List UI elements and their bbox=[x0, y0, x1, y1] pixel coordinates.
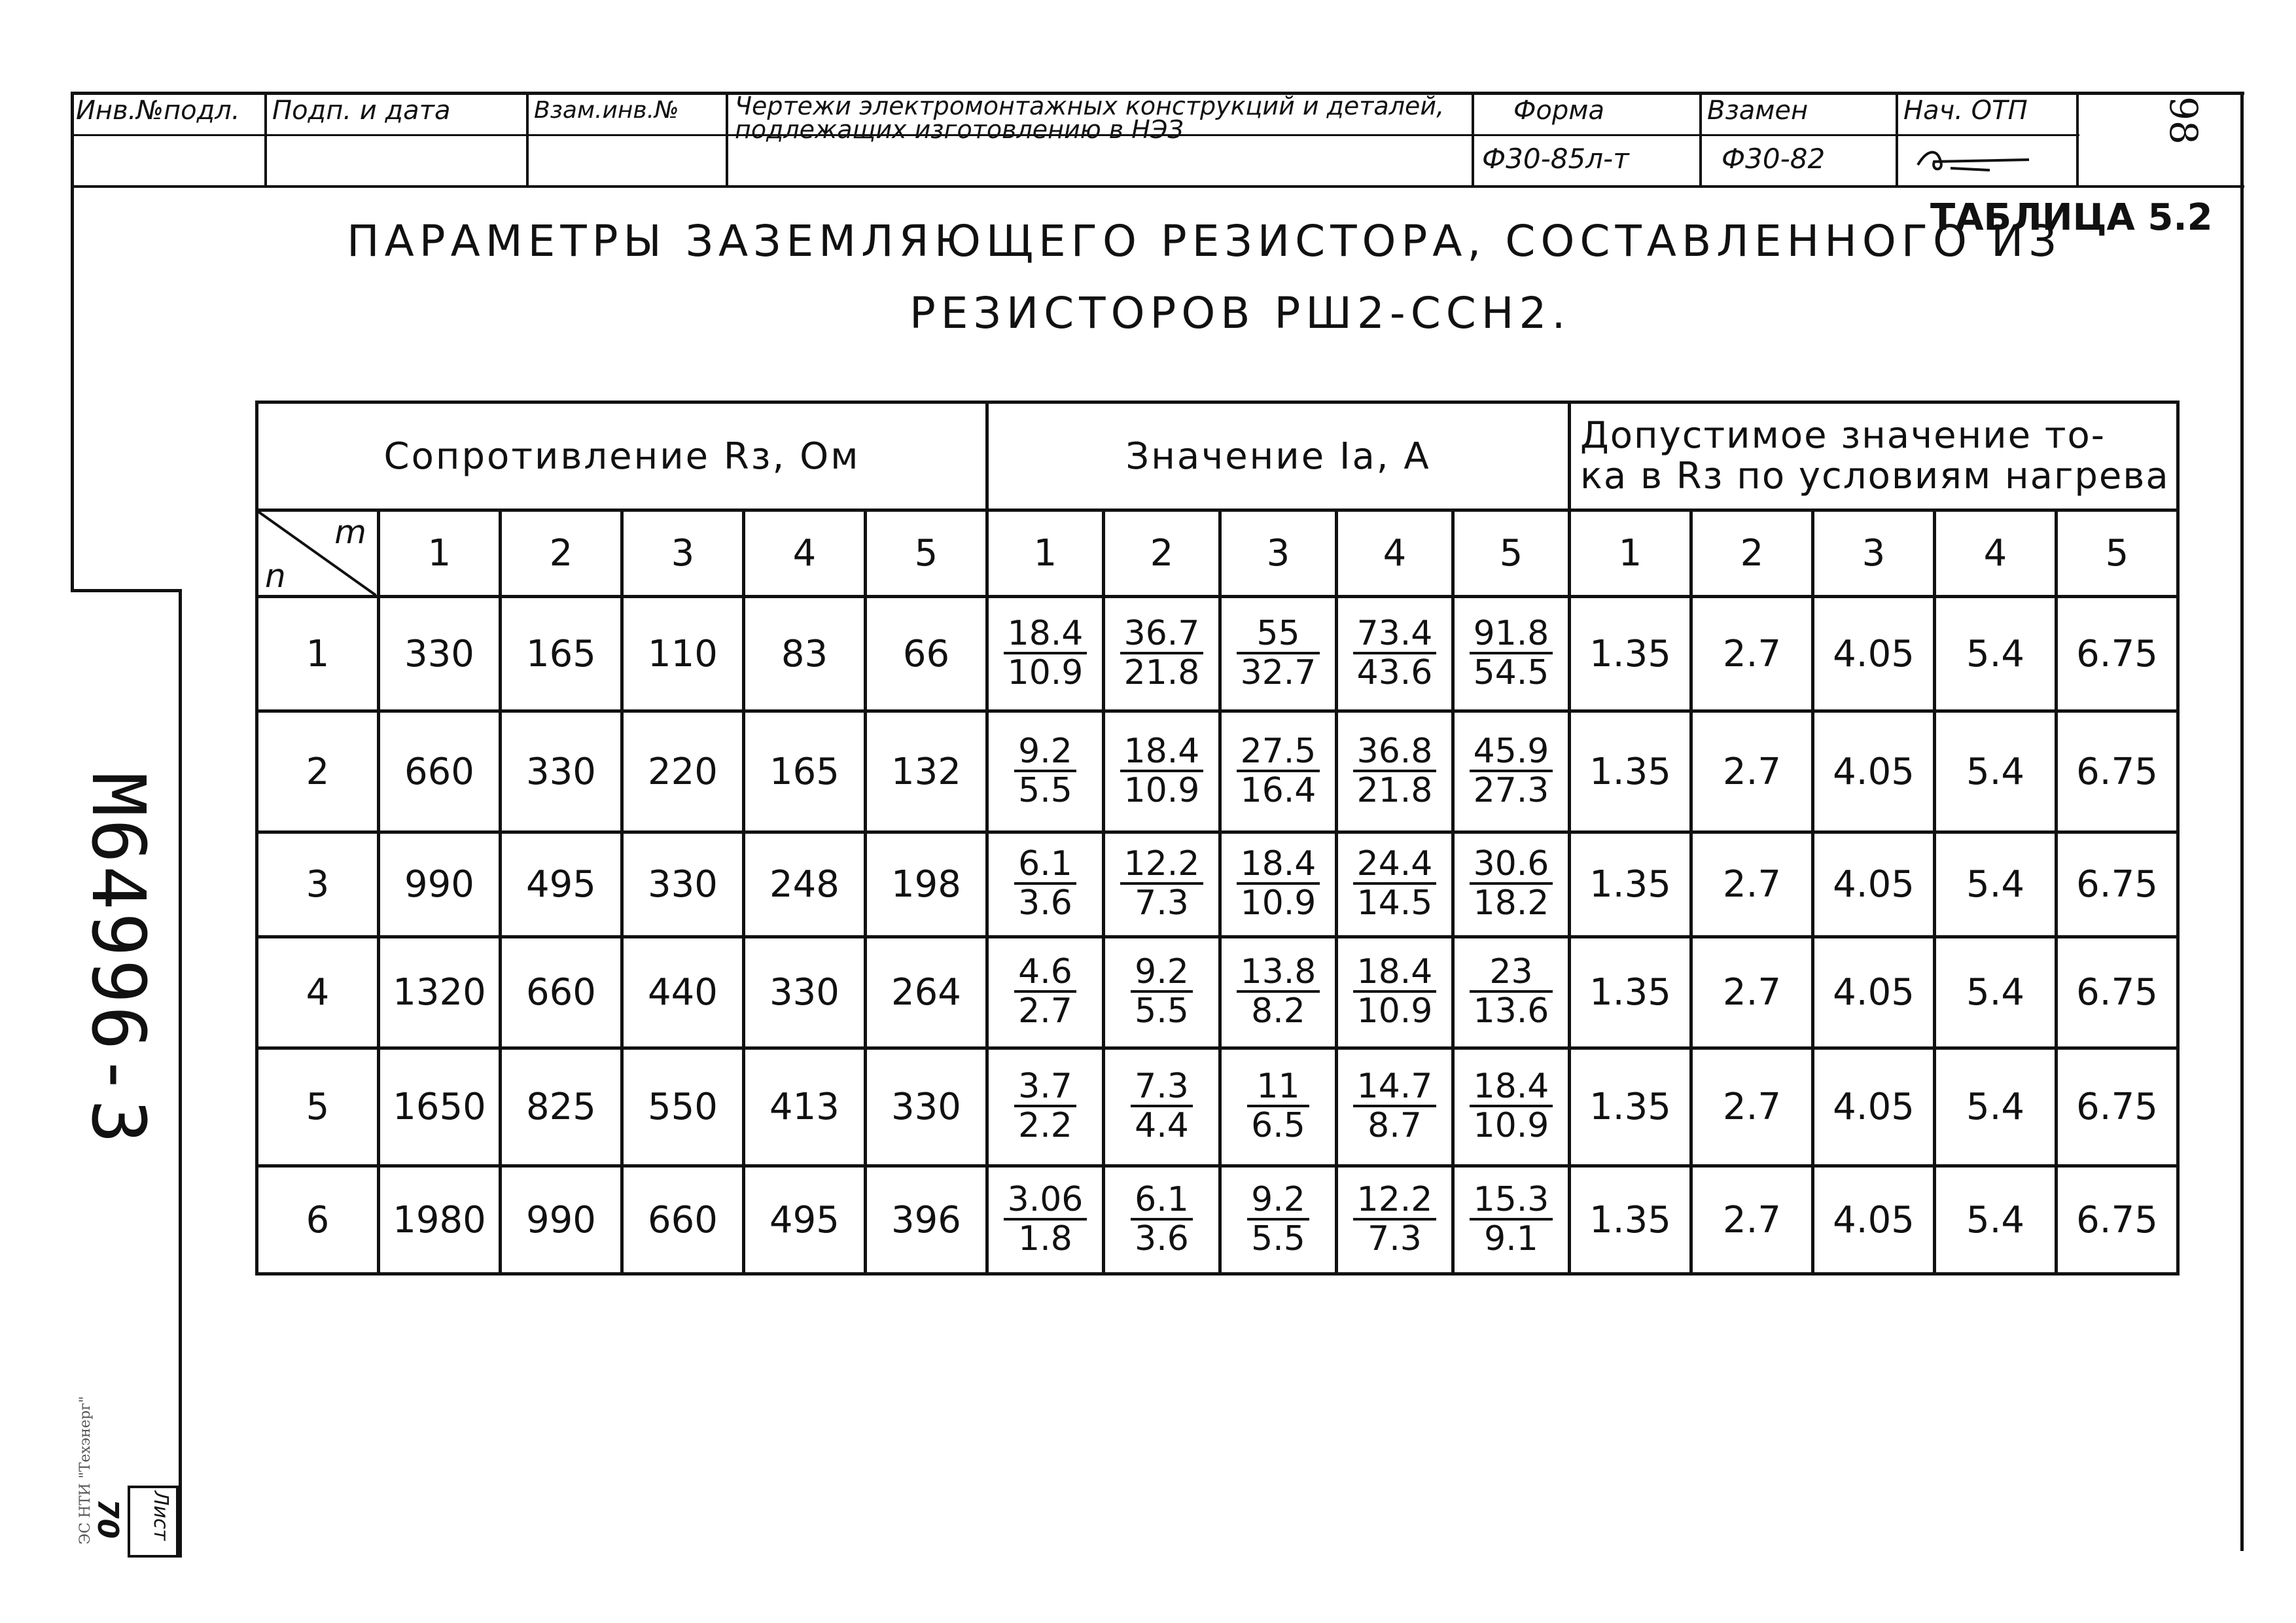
header-row-groups bbox=[257, 402, 2178, 510]
current-numerator: 18.4 bbox=[1120, 733, 1204, 772]
allowed-col-4: 4 bbox=[1935, 510, 2057, 597]
current-fraction-cell bbox=[987, 1048, 1104, 1166]
current-fraction bbox=[1470, 1181, 1553, 1257]
resistance-value: 495 bbox=[744, 1166, 866, 1274]
current-numerator: 4.6 bbox=[1014, 954, 1076, 993]
row-n: 2 bbox=[257, 711, 379, 832]
allowed-current-value: 6.75 bbox=[2057, 937, 2178, 1048]
stamp-form-value: Ф30-85л-т bbox=[1482, 143, 1629, 175]
row-n: 3 bbox=[257, 832, 379, 937]
allowed-current-value: 4.05 bbox=[1813, 832, 1935, 937]
resistance-value: 990 bbox=[501, 1166, 622, 1274]
stamp-replaces-label: Взамен bbox=[1707, 96, 1809, 126]
resistance-value: 660 bbox=[501, 937, 622, 1048]
stamp-replace-inv-label: Взам.инв.№ bbox=[534, 97, 679, 124]
current-fraction-cell bbox=[987, 937, 1104, 1048]
header-allowed-line1: Допустимое значение то- bbox=[1580, 414, 2106, 457]
resistance-value: 198 bbox=[866, 832, 987, 937]
current-fraction bbox=[1247, 1181, 1309, 1257]
current-denominator: 10.9 bbox=[1473, 1106, 1549, 1145]
current-numerator: 27.5 bbox=[1237, 733, 1320, 772]
current-numerator: 9.2 bbox=[1247, 1181, 1309, 1221]
stamp-replaces-value: Ф30-82 bbox=[1722, 143, 1826, 175]
header-resistance: Сопротивление Rз, Ом bbox=[257, 402, 987, 510]
resistance-value: 440 bbox=[622, 937, 744, 1048]
current-fraction bbox=[1353, 1068, 1437, 1144]
current-fraction bbox=[1120, 846, 1204, 921]
current-denominator: 10.9 bbox=[1240, 883, 1316, 923]
stamp-head-cell bbox=[1898, 92, 2079, 185]
r-col-3: 3 bbox=[622, 510, 744, 597]
doc-code: М64996-3 bbox=[75, 772, 160, 1147]
current-numerator: 6.1 bbox=[1014, 846, 1076, 885]
current-fraction-cell bbox=[1453, 597, 1570, 711]
resistance-value: 330 bbox=[501, 711, 622, 832]
allowed-current-value: 6.75 bbox=[2057, 711, 2178, 832]
page-box bbox=[128, 1486, 179, 1558]
current-fraction-cell bbox=[1453, 1166, 1570, 1274]
current-denominator: 5.5 bbox=[1018, 770, 1072, 810]
allowed-current-value: 4.05 bbox=[1813, 711, 1935, 832]
current-fraction-cell bbox=[1453, 1048, 1570, 1166]
current-denominator: 32.7 bbox=[1240, 652, 1316, 692]
current-denominator: 21.8 bbox=[1123, 652, 1200, 692]
current-fraction-cell bbox=[1337, 1048, 1453, 1166]
allowed-current-value: 1.35 bbox=[1570, 832, 1691, 937]
current-denominator: 4.4 bbox=[1135, 1106, 1189, 1145]
current-fraction-cell bbox=[1337, 937, 1453, 1048]
signature-mark bbox=[1911, 145, 2042, 178]
current-fraction bbox=[1470, 846, 1553, 921]
table-row bbox=[257, 711, 2178, 832]
allowed-current-value: 4.05 bbox=[1813, 937, 1935, 1048]
current-numerator: 18.4 bbox=[1353, 954, 1437, 993]
stamp-form-label: Форма bbox=[1513, 96, 1604, 126]
header-row-index bbox=[257, 510, 2178, 597]
current-denominator: 8.7 bbox=[1368, 1106, 1422, 1145]
frame-right-line bbox=[2240, 92, 2244, 1551]
ia-col-5: 5 bbox=[1453, 510, 1570, 597]
allowed-current-value: 5.4 bbox=[1935, 711, 2057, 832]
current-fraction bbox=[1131, 1181, 1193, 1257]
title-line-1: ПАРАМЕТРЫ ЗАЗЕМЛЯЮЩЕГО РЕЗИСТОРА, СОСТАВЛЕННОГО ИЗ bbox=[347, 216, 2062, 266]
current-fraction bbox=[1470, 1068, 1553, 1144]
current-numerator: 6.1 bbox=[1131, 1181, 1193, 1221]
resistance-value: 1980 bbox=[379, 1166, 501, 1274]
current-denominator: 18.2 bbox=[1473, 883, 1549, 923]
current-fraction-cell bbox=[1220, 1166, 1337, 1274]
allowed-current-value: 4.05 bbox=[1813, 1048, 1935, 1166]
resistance-value: 66 bbox=[866, 597, 987, 711]
current-denominator: 1.8 bbox=[1018, 1219, 1072, 1258]
current-denominator: 3.6 bbox=[1135, 1219, 1189, 1258]
stamp-head-label: Нач. ОТП bbox=[1903, 96, 2028, 126]
r-col-1: 1 bbox=[379, 510, 501, 597]
current-fraction-cell bbox=[987, 597, 1104, 711]
allowed-col-5: 5 bbox=[2057, 510, 2178, 597]
allowed-col-1: 1 bbox=[1570, 510, 1691, 597]
current-fraction-cell bbox=[1337, 1166, 1453, 1274]
frame-stamp-bottom-line bbox=[72, 185, 2244, 188]
resistance-value: 132 bbox=[866, 711, 987, 832]
current-numerator: 7.3 bbox=[1131, 1068, 1193, 1107]
current-denominator: 7.3 bbox=[1135, 883, 1189, 923]
current-numerator: 23 bbox=[1470, 954, 1553, 993]
resistance-value: 1320 bbox=[379, 937, 501, 1048]
current-denominator: 2.2 bbox=[1018, 1106, 1072, 1145]
current-fraction bbox=[1470, 733, 1553, 809]
current-fraction bbox=[1004, 615, 1087, 691]
allowed-current-value: 1.35 bbox=[1570, 597, 1691, 711]
current-denominator: 2.7 bbox=[1018, 991, 1072, 1031]
stamp-replaces-cell bbox=[1702, 92, 1898, 185]
resistance-value: 248 bbox=[744, 832, 866, 937]
allowed-current-value: 6.75 bbox=[2057, 832, 2178, 937]
current-fraction bbox=[1014, 1068, 1076, 1144]
resistance-value: 330 bbox=[866, 1048, 987, 1166]
current-numerator: 13.8 bbox=[1237, 954, 1320, 993]
current-denominator: 21.8 bbox=[1356, 770, 1433, 810]
resistance-value: 660 bbox=[622, 1166, 744, 1274]
current-denominator: 6.5 bbox=[1251, 1106, 1305, 1145]
resistance-value: 110 bbox=[622, 597, 744, 711]
current-fraction-cell bbox=[1104, 832, 1220, 937]
header-allowed bbox=[1570, 402, 2178, 510]
current-fraction-cell bbox=[1104, 937, 1220, 1048]
corner-n-m-cell bbox=[257, 510, 379, 597]
stamp-replace-inv-cell bbox=[529, 92, 728, 185]
resistance-value: 1650 bbox=[379, 1048, 501, 1166]
ia-col-3: 3 bbox=[1220, 510, 1337, 597]
current-fraction-cell bbox=[1453, 711, 1570, 832]
current-denominator: 10.9 bbox=[1007, 652, 1084, 692]
ia-col-2: 2 bbox=[1104, 510, 1220, 597]
page-number: 70 bbox=[91, 1499, 124, 1539]
allowed-current-value: 5.4 bbox=[1935, 597, 2057, 711]
current-fraction bbox=[1353, 733, 1437, 809]
doc-code-box bbox=[75, 772, 170, 1165]
current-numerator: 18.4 bbox=[1237, 846, 1320, 885]
stamp-description: Чертежи электромонтажных конструкций и деталей, подлежащих изготовлению в НЭЗ bbox=[735, 92, 1445, 144]
current-fraction-cell bbox=[1337, 597, 1453, 711]
current-denominator: 9.1 bbox=[1484, 1219, 1538, 1258]
current-numerator: 15.3 bbox=[1470, 1181, 1553, 1221]
current-numerator: 9.2 bbox=[1131, 954, 1193, 993]
resistance-value: 550 bbox=[622, 1048, 744, 1166]
resistance-value: 825 bbox=[501, 1048, 622, 1166]
current-fraction bbox=[1014, 733, 1076, 809]
resistance-value: 330 bbox=[622, 832, 744, 937]
allowed-current-value: 2.7 bbox=[1691, 832, 1813, 937]
stamp-sign-label: Подп. и дата bbox=[272, 96, 451, 126]
current-fraction-cell bbox=[1220, 711, 1337, 832]
allowed-current-value: 2.7 bbox=[1691, 711, 1813, 832]
current-denominator: 10.9 bbox=[1123, 770, 1200, 810]
current-fraction bbox=[1131, 1068, 1193, 1144]
allowed-current-value: 1.35 bbox=[1570, 711, 1691, 832]
ia-col-4: 4 bbox=[1337, 510, 1453, 597]
current-fraction-cell bbox=[987, 1166, 1104, 1274]
current-fraction bbox=[1120, 733, 1204, 809]
current-numerator: 3.7 bbox=[1014, 1068, 1076, 1107]
current-fraction bbox=[1237, 733, 1320, 809]
table-row bbox=[257, 1048, 2178, 1166]
row-n: 4 bbox=[257, 937, 379, 1048]
current-denominator: 7.3 bbox=[1368, 1219, 1422, 1258]
ia-col-1: 1 bbox=[987, 510, 1104, 597]
current-fraction bbox=[1353, 615, 1437, 691]
current-numerator: 18.4 bbox=[1004, 615, 1087, 654]
resistance-value: 330 bbox=[744, 937, 866, 1048]
resistance-value: 990 bbox=[379, 832, 501, 937]
current-denominator: 14.5 bbox=[1356, 883, 1433, 923]
stamp-inv-cell bbox=[71, 92, 267, 185]
current-numerator: 36.7 bbox=[1120, 615, 1204, 654]
current-fraction-cell bbox=[1220, 937, 1337, 1048]
allowed-col-3: 3 bbox=[1813, 510, 1935, 597]
current-denominator: 8.2 bbox=[1251, 991, 1305, 1031]
current-denominator: 54.5 bbox=[1473, 652, 1549, 692]
current-fraction bbox=[1004, 1181, 1087, 1257]
allowed-current-value: 2.7 bbox=[1691, 597, 1813, 711]
title-line-2: РЕЗИСТОРОВ РШ2-ССН2. bbox=[910, 288, 1571, 338]
table-label: ТАБЛИЦА 5.2 bbox=[1930, 196, 2213, 239]
allowed-current-value: 1.35 bbox=[1570, 937, 1691, 1048]
current-fraction-cell bbox=[1453, 937, 1570, 1048]
current-fraction bbox=[1353, 954, 1437, 1029]
current-fraction bbox=[1237, 846, 1320, 921]
allowed-current-value: 6.75 bbox=[2057, 1048, 2178, 1166]
resistance-value: 220 bbox=[622, 711, 744, 832]
allowed-current-value: 4.05 bbox=[1813, 1166, 1935, 1274]
allowed-current-value: 6.75 bbox=[2057, 597, 2178, 711]
r-col-4: 4 bbox=[744, 510, 866, 597]
r-col-2: 2 bbox=[501, 510, 622, 597]
current-fraction-cell bbox=[1104, 711, 1220, 832]
current-fraction-cell bbox=[1220, 832, 1337, 937]
allowed-col-2: 2 bbox=[1691, 510, 1813, 597]
stamp-mid-line bbox=[71, 134, 2079, 136]
current-fraction bbox=[1353, 846, 1437, 921]
row-n: 6 bbox=[257, 1166, 379, 1274]
stamp-inv-label: Инв.№подл. bbox=[76, 96, 240, 126]
current-numerator: 11 bbox=[1247, 1068, 1309, 1107]
table-row bbox=[257, 832, 2178, 937]
resistance-value: 83 bbox=[744, 597, 866, 711]
corner-n: n bbox=[265, 557, 286, 595]
current-fraction-cell bbox=[1337, 711, 1453, 832]
allowed-current-value: 2.7 bbox=[1691, 1166, 1813, 1274]
current-fraction-cell bbox=[1104, 1166, 1220, 1274]
current-numerator: 55 bbox=[1237, 615, 1320, 654]
current-fraction bbox=[1247, 1068, 1309, 1144]
resistance-value: 264 bbox=[866, 937, 987, 1048]
page-label: Лист bbox=[149, 1491, 172, 1541]
header-allowed-line2: ка в Rз по условиям нагрева bbox=[1580, 455, 2170, 497]
current-denominator: 10.9 bbox=[1356, 991, 1433, 1031]
data-rows bbox=[257, 597, 2178, 1274]
r-col-5: 5 bbox=[866, 510, 987, 597]
stamp-form-cell bbox=[1474, 92, 1702, 185]
stamp-description-cell bbox=[728, 92, 1474, 185]
current-fraction-cell bbox=[1104, 1048, 1220, 1166]
table-row bbox=[257, 597, 2178, 711]
allowed-current-value: 2.7 bbox=[1691, 937, 1813, 1048]
current-fraction bbox=[1014, 846, 1076, 921]
current-denominator: 43.6 bbox=[1356, 652, 1433, 692]
current-denominator: 13.6 bbox=[1473, 991, 1549, 1031]
allowed-current-value: 5.4 bbox=[1935, 1048, 2057, 1166]
allowed-current-value: 5.4 bbox=[1935, 832, 2057, 937]
current-numerator: 24.4 bbox=[1353, 846, 1437, 885]
table-row bbox=[257, 937, 2178, 1048]
resistance-value: 330 bbox=[379, 597, 501, 711]
current-denominator: 27.3 bbox=[1473, 770, 1549, 810]
resistance-value: 165 bbox=[744, 711, 866, 832]
resistance-value: 396 bbox=[866, 1166, 987, 1274]
current-fraction-cell bbox=[1220, 1048, 1337, 1166]
row-n: 1 bbox=[257, 597, 379, 711]
current-denominator: 5.5 bbox=[1135, 991, 1189, 1031]
resistance-value: 660 bbox=[379, 711, 501, 832]
current-fraction bbox=[1120, 615, 1204, 691]
current-numerator: 45.9 bbox=[1470, 733, 1553, 772]
resistance-value: 495 bbox=[501, 832, 622, 937]
row-n: 5 bbox=[257, 1048, 379, 1166]
current-numerator: 73.4 bbox=[1353, 615, 1437, 654]
current-fraction bbox=[1237, 615, 1320, 691]
current-fraction bbox=[1353, 1181, 1437, 1257]
allowed-current-value: 6.75 bbox=[2057, 1166, 2178, 1274]
current-numerator: 12.2 bbox=[1353, 1181, 1437, 1221]
current-denominator: 16.4 bbox=[1240, 770, 1316, 810]
current-numerator: 12.2 bbox=[1120, 846, 1204, 885]
stamp-sign-cell bbox=[267, 92, 529, 185]
current-fraction-cell bbox=[1220, 597, 1337, 711]
resistance-value: 165 bbox=[501, 597, 622, 711]
current-numerator: 36.8 bbox=[1353, 733, 1437, 772]
current-fraction-cell bbox=[1453, 832, 1570, 937]
sheet-number: 98 bbox=[2161, 96, 2206, 145]
allowed-current-value: 5.4 bbox=[1935, 937, 2057, 1048]
current-fraction-cell bbox=[1104, 597, 1220, 711]
current-denominator: 5.5 bbox=[1251, 1219, 1305, 1258]
current-fraction-cell bbox=[1337, 832, 1453, 937]
resistance-value: 413 bbox=[744, 1048, 866, 1166]
current-fraction bbox=[1131, 954, 1193, 1029]
table-row bbox=[257, 1166, 2178, 1274]
current-fraction bbox=[1237, 954, 1320, 1029]
allowed-current-value: 4.05 bbox=[1813, 597, 1935, 711]
parameters-table bbox=[255, 401, 2180, 1275]
current-fraction-cell bbox=[987, 711, 1104, 832]
header-current: Значение Iа, А bbox=[987, 402, 1570, 510]
current-numerator: 3.06 bbox=[1004, 1181, 1087, 1221]
current-fraction bbox=[1470, 615, 1553, 691]
org-stamp: ЭС НТИ "Техэнерг" bbox=[77, 1396, 94, 1544]
allowed-current-value: 1.35 bbox=[1570, 1166, 1691, 1274]
current-denominator: 3.6 bbox=[1018, 883, 1072, 923]
allowed-current-value: 5.4 bbox=[1935, 1166, 2057, 1274]
current-numerator: 9.2 bbox=[1014, 733, 1076, 772]
allowed-current-value: 1.35 bbox=[1570, 1048, 1691, 1166]
current-fraction-cell bbox=[987, 832, 1104, 937]
current-numerator: 91.8 bbox=[1470, 615, 1553, 654]
allowed-current-value: 2.7 bbox=[1691, 1048, 1813, 1166]
current-numerator: 14.7 bbox=[1353, 1068, 1437, 1107]
current-fraction bbox=[1014, 954, 1076, 1029]
corner-m: m bbox=[334, 513, 366, 551]
current-numerator: 18.4 bbox=[1470, 1068, 1553, 1107]
current-numerator: 30.6 bbox=[1470, 846, 1553, 885]
current-fraction bbox=[1470, 954, 1553, 1029]
